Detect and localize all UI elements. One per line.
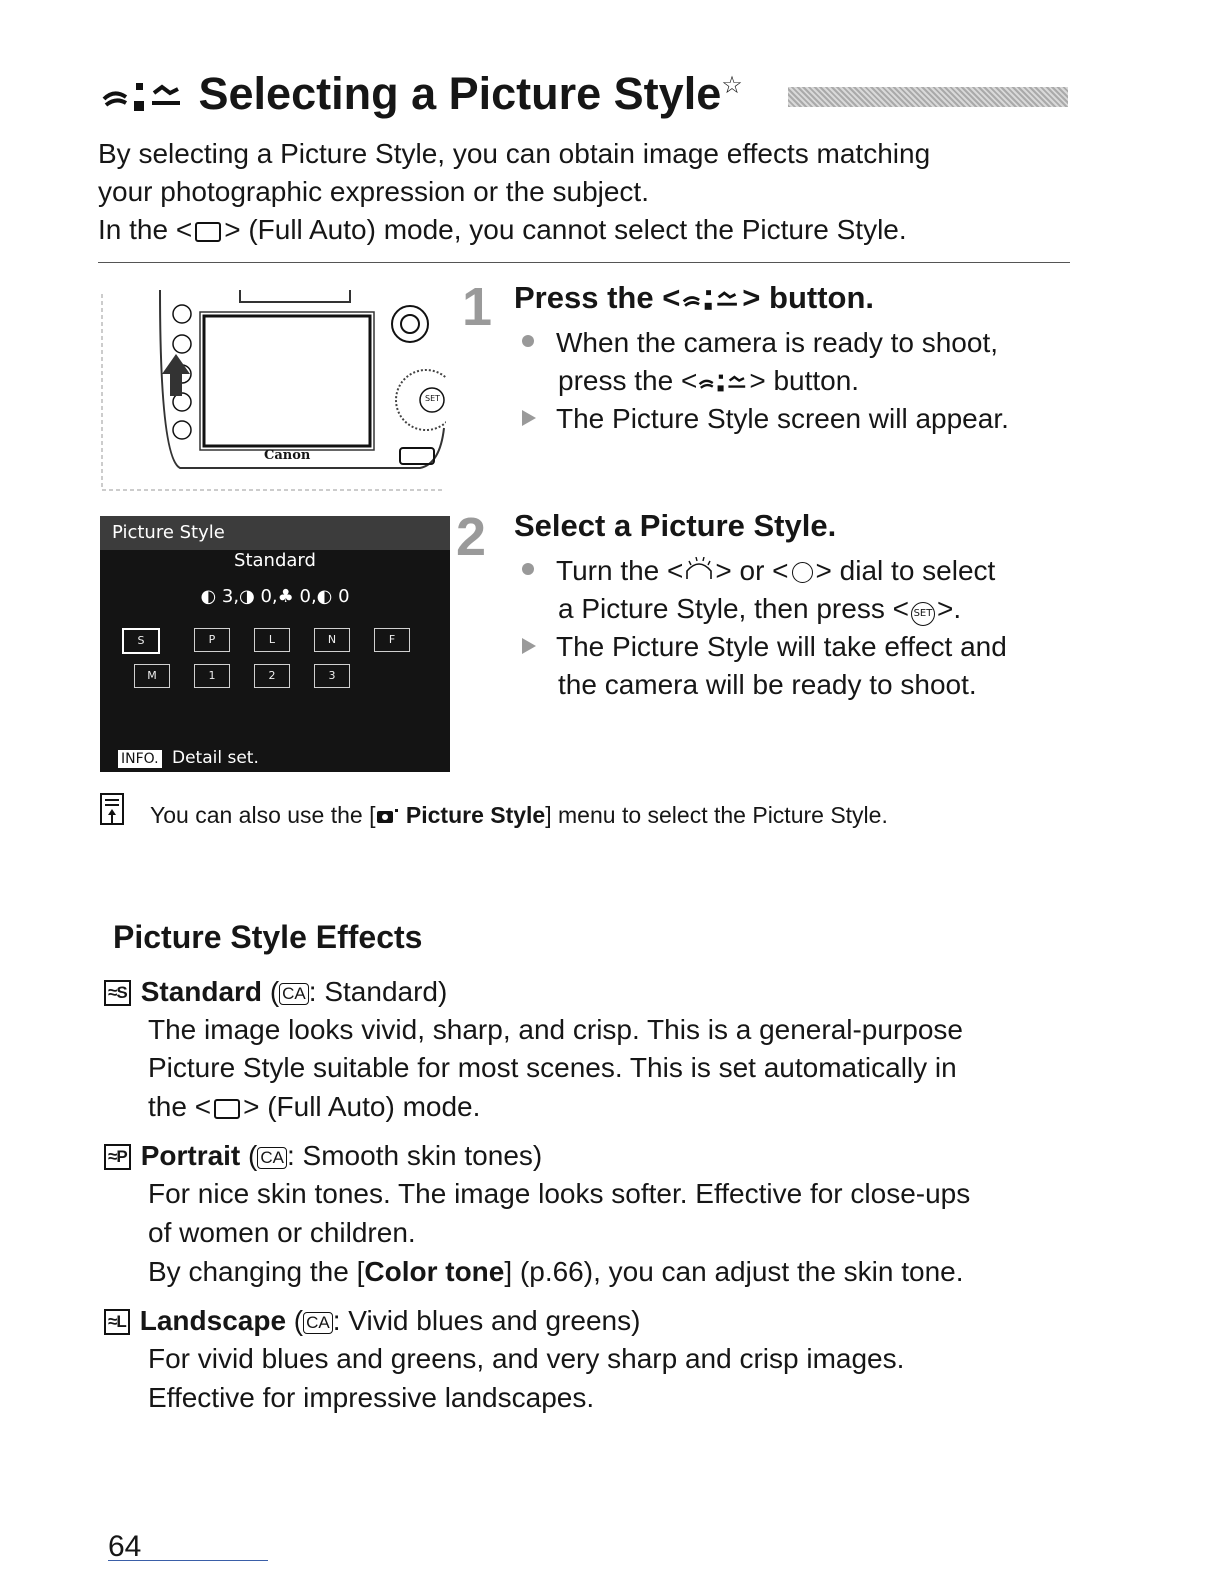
landscape-style-badge: ≈L [104,1309,130,1335]
effect-text: The image looks vivid, sharp, and crisp. This is a general-purpose [148,1014,963,1045]
lcd-style-tile: P [194,628,230,652]
lcd-title: Picture Style [112,522,225,543]
result-arrow-icon [522,638,536,654]
main-dial-icon [683,557,715,583]
step-2-bullet: Turn the < > or < > dial to select [522,555,995,587]
camera-brand: Canon [264,448,311,463]
portrait-style-badge: ≈P [104,1144,131,1170]
divider [98,262,1070,263]
lcd-footer: Detail set. [172,748,259,768]
lcd-style-tile: L [254,628,290,652]
effect-heading-standard: ≈S Standard ( CA : Standard) [104,976,447,1008]
effect-text: For nice skin tones. The image looks softer. Effective for close-ups [148,1178,971,1209]
picture-style-icon [680,286,742,314]
full-auto-icon [195,222,221,242]
result-arrow-icon [522,410,536,426]
bullet-icon [522,335,534,347]
picture-style-lcd [100,516,450,772]
step-2-heading: Select a Picture Style. [514,508,837,543]
picture-style-icon [100,77,186,117]
step-1-bullet-cont: press the < > button. [558,365,860,396]
lcd-style-tile: F [374,628,410,652]
step-1-result: The Picture Style screen will appear. [522,403,1009,435]
intro-line-1: By selecting a Picture Style, you can obtain image effects matching [98,138,931,169]
effect-text: the < > (Full Auto) mode. [148,1091,481,1122]
lcd-style-tile: M [134,664,170,688]
page-number: 64 [108,1530,142,1563]
effect-text: For vivid blues and greens, and very sharp and crisp images. [148,1343,905,1374]
lcd-style-tile: 1 [194,664,230,688]
lcd-style-tile: 2 [254,664,290,688]
effect-text: of women or children. [148,1217,416,1248]
star-mark: ☆ [721,72,743,99]
section-title: Picture Style Effects [113,919,423,955]
effect-text: Effective for impressive landscapes. [148,1382,595,1413]
lcd-selected-style: Standard [234,550,316,571]
quick-control-dial-icon [792,562,813,583]
step-1-number: 1 [462,277,493,337]
standard-style-badge: ≈S [104,980,131,1006]
lcd-style-tile: N [314,628,350,652]
lcd-info-badge: INFO. [118,750,162,768]
bullet-icon [522,563,534,575]
picture-style-icon [697,371,749,395]
camera-illustration [100,288,446,494]
full-auto-icon [214,1099,240,1119]
note-text: You can also use the [ Picture Style] menu to select the Picture Style. [150,802,888,828]
effect-text: Picture Style suitable for most scenes. This is set automatically in [148,1052,957,1083]
intro-line-3: In the < > (Full Auto) mode, you cannot select the Picture Style. [98,214,907,245]
step-2-bullet-cont: a Picture Style, then press < SET >. [558,593,962,624]
step-1-bullet: When the camera is ready to shoot, [522,327,998,359]
ca-icon: CA [257,1147,287,1169]
lcd-style-tile: 3 [314,664,350,688]
ca-icon: CA [279,983,309,1005]
camera-set-label: SET [425,394,441,403]
page-number-rule [108,1560,268,1561]
step-2-result: The Picture Style will take effect and [522,631,1007,663]
effect-heading-landscape: ≈L Landscape ( CA : Vivid blues and greens) [104,1305,640,1337]
lcd-params: ◐ 3,◑ 0,♣ 0,◐ 0 [200,586,350,607]
shooting-menu-icon [376,807,400,825]
set-button-icon: SET [911,602,935,626]
effect-heading-portrait: ≈P Portrait ( CA : Smooth skin tones) [104,1140,542,1172]
intro-line-2: your photographic expression or the subject. [98,176,649,207]
effect-text: By changing the [Color tone] (p.66), you can adjust the skin tone. [148,1256,964,1287]
title-decor-bar [788,87,1068,107]
ca-icon: CA [303,1312,333,1334]
step-2-result-cont: the camera will be ready to shoot. [558,669,977,700]
step-2-number: 2 [456,507,487,567]
camera-back-drawing [100,288,446,494]
memo-icon [100,793,124,825]
step-1-heading: Press the < > button. [514,280,875,315]
page-title [100,68,743,120]
title-text: Selecting a Picture Style [198,68,722,119]
lcd-style-tile: S [122,628,160,654]
